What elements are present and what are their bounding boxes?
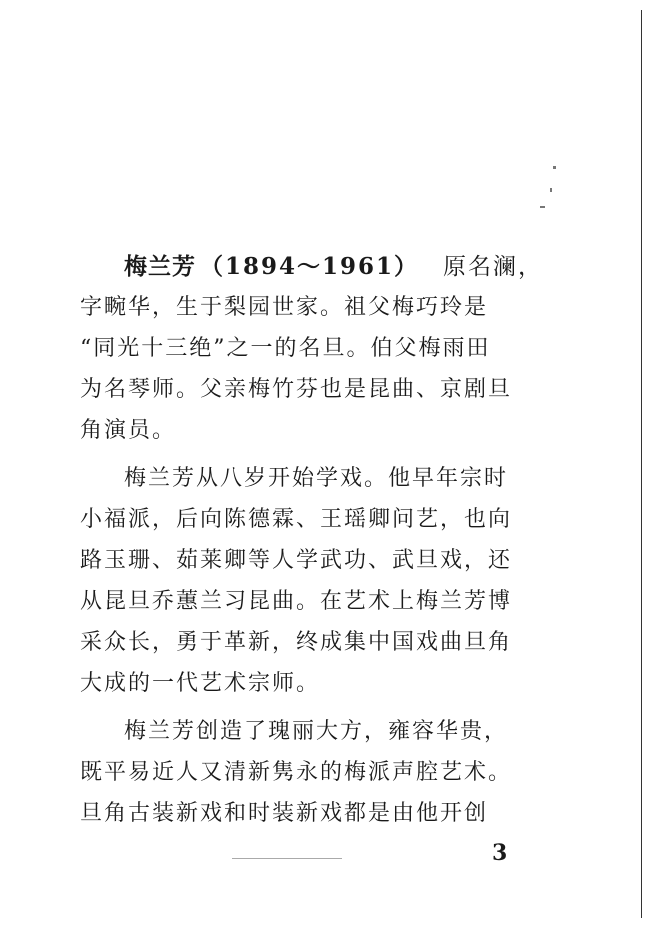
life-dates: （1894～1961） <box>200 253 420 280</box>
text-line: 为名琴师。父亲梅竹芬也是昆曲、京剧旦 <box>80 377 513 402</box>
page-number: 3 <box>492 840 508 866</box>
text-line: 从昆旦乔蕙兰习昆曲。在艺术上梅兰芳博 <box>80 589 513 614</box>
text-line: 既平易近人又清新隽永的梅派声腔艺术。 <box>80 760 513 785</box>
paragraph <box>80 287 565 451</box>
scan-speck <box>550 188 552 192</box>
text-line: 角演员。 <box>80 418 177 443</box>
article-heading-line <box>80 246 565 287</box>
article-body <box>80 246 565 834</box>
text-line: 旦角古装新戏和时装新戏都是由他开创 <box>80 801 489 826</box>
paragraph <box>80 711 565 834</box>
scan-speck <box>553 166 556 169</box>
text-line: 梅兰芳创造了瑰丽大方，雍容华贵， <box>124 719 509 744</box>
page-edge-line <box>641 10 642 918</box>
paragraph <box>80 458 565 704</box>
scan-speck <box>232 858 342 859</box>
scan-speck <box>540 206 545 208</box>
person-name: 梅兰芳 <box>124 253 196 280</box>
heading-line-text: 原名澜， <box>443 254 544 280</box>
text-line: 路玉珊、茹莱卿等人学武功、武旦戏，还 <box>80 548 513 573</box>
text-line: 大成的一代艺术宗师。 <box>80 671 321 696</box>
text-line: 小福派，后向陈德霖、王瑶卿问艺，也向 <box>80 507 513 532</box>
text-line: “同光十三绝”之一的名旦。伯父梅雨田 <box>80 336 491 361</box>
text-line: 字畹华，生于梨园世家。祖父梅巧玲是 <box>80 295 489 320</box>
text-line: 梅兰芳从八岁开始学戏。他早年宗时 <box>124 466 509 491</box>
text-line: 采众长，勇于革新，终成集中国戏曲旦角 <box>80 630 513 655</box>
